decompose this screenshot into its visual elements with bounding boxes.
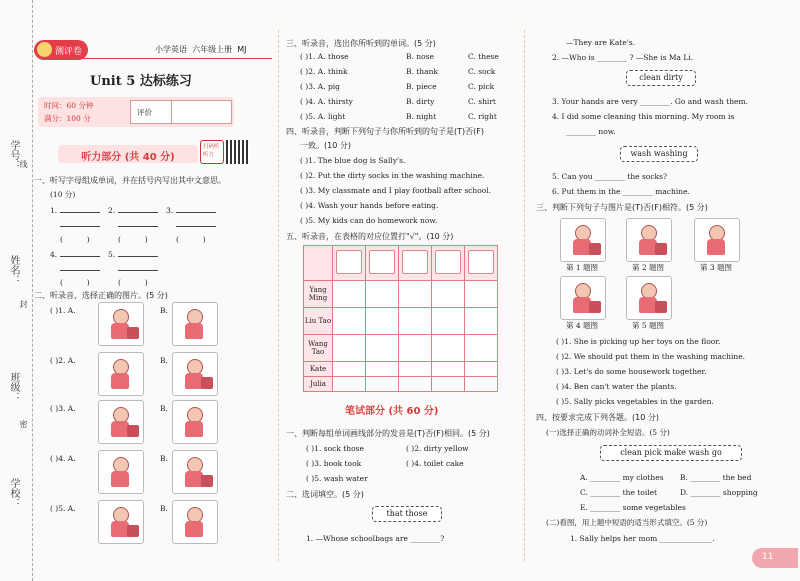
r1-word-box-1: clean dirty bbox=[626, 70, 696, 86]
r3-title: 三、判断下列句子与图片是(T)否(F)相符。(5 分) bbox=[536, 203, 708, 212]
s2-5a-picture[interactable] bbox=[98, 500, 144, 544]
r3-caption-3: 第 3 题图 bbox=[700, 263, 733, 272]
s4-title: 四、听录音，判断下列句子与你所听到的句子是(T)否(F) bbox=[286, 127, 484, 136]
s5-title: 五、听录音，在表格的对应位置打"√"。(10 分) bbox=[286, 232, 454, 241]
header-info: 小学英语 六年级上册 MJ bbox=[155, 45, 247, 54]
w2-q1: 1. —Whose schoolbags are ________? bbox=[306, 534, 445, 543]
w1-item-1: ( )1. sock those bbox=[306, 444, 364, 453]
column-divider bbox=[278, 30, 279, 561]
s1-item-2: 2. bbox=[108, 206, 158, 215]
s1-title: 一、听写字母组成单词，并在括号内写出其中文意思。 bbox=[34, 176, 226, 185]
s3-title: 三、听录音，选出你所听到的单词。(5 分) bbox=[286, 39, 436, 48]
s4-title-cont: 一致。(10 分) bbox=[300, 141, 351, 150]
r3-caption-4: 第 4 题图 bbox=[566, 321, 599, 330]
binding-margin bbox=[0, 0, 33, 581]
s2-5b-picture[interactable] bbox=[172, 500, 218, 544]
s4-item-5: ( )5. My kids can do homework now. bbox=[300, 216, 438, 225]
student-id-label: 学号： bbox=[8, 140, 19, 170]
page-number: 11 bbox=[762, 552, 774, 562]
r1-q2: 2. —Who is ________ ? —She is Ma Li. bbox=[552, 53, 694, 62]
r4-a: A. ________ my clothes bbox=[580, 473, 664, 482]
time-score-box bbox=[38, 97, 234, 127]
table-name: Wang Tao bbox=[304, 335, 333, 362]
s1-item-3: 3. bbox=[166, 206, 216, 215]
seal-mark: 封 bbox=[19, 300, 28, 308]
table-pic-5 bbox=[468, 250, 494, 274]
r3-item-1: ( )1. She is picking up her toys on the floor. bbox=[556, 337, 721, 346]
s2-item-4: ( )4. A. bbox=[50, 454, 76, 463]
r3-caption-1: 第 1 题图 bbox=[566, 263, 599, 272]
r3-item-2: ( )2. We should put them in the washing machine. bbox=[556, 352, 746, 361]
r4-sub2: (二)看图，用上题中短语的适当形式填空。(5 分) bbox=[546, 518, 708, 527]
r4-verb-box: clean pick make wash go bbox=[600, 445, 742, 461]
w1-item-5: ( )5. wash water bbox=[306, 474, 368, 483]
table-name: Yang Ming bbox=[304, 281, 333, 308]
r3-item-5: ( )5. Sally picks vegetables in the garden. bbox=[556, 397, 714, 406]
table-pic-3 bbox=[402, 250, 428, 274]
mascot-icon bbox=[37, 42, 52, 57]
s4-item-4: ( )4. Wash your hands before eating. bbox=[300, 201, 439, 210]
s2-1a-picture[interactable] bbox=[98, 302, 144, 346]
grade-box: 评价 bbox=[130, 100, 232, 124]
table-pic-1 bbox=[336, 250, 362, 274]
s4-item-1: ( )1. The blue dog is Sally's. bbox=[300, 156, 406, 165]
time-label: 时间：60 分钟 bbox=[44, 101, 94, 110]
w1-item-3: ( )3. book took bbox=[306, 459, 362, 468]
s4-item-3: ( )3. My classmate and I play football after school. bbox=[300, 186, 492, 195]
s2-item-3: ( )3. A. bbox=[50, 404, 76, 413]
table-name: Kate bbox=[304, 362, 333, 377]
r4-d: D. ________ shopping bbox=[680, 488, 758, 497]
s2-4a-picture[interactable] bbox=[98, 450, 144, 494]
unit-title: Unit 5 达标练习 bbox=[90, 74, 192, 89]
s2-2b-picture[interactable] bbox=[172, 352, 218, 396]
table-name: Liu Tao bbox=[304, 308, 333, 335]
table-pic-2 bbox=[369, 250, 395, 274]
r3-picture-2 bbox=[626, 218, 672, 262]
r3-item-3: ( )3. Let's do some housework together. bbox=[556, 367, 707, 376]
exam-page: 学号： 姓名： 班级： 学校： 线 封 密 测评卷 小学英语 六年级上册 MJ Unit 5 达标练习 时间：60 分钟 满分：100 分 评价 听力部分 (共 40 分) 扫码听听力 一、听写字母组成单词，并在括号内写出其中文意思。 (10 分) 1. 2. 3. ( ) ( ) ( ) 4. 5. ( ) ( ) 二、听录音，选择正确的图片。(5 分) ( )1. A. B. ( )2. A. B. ( )3. A. B. ( )4. A. B. ( )5. A. B. 三、听录音，选出你所听到的单词。(5 分) ( )1. A. those B. nose C. these ( )2. A. think B. thank C. sock ( )3. A. pig B. piece C. pick ( )4. A. thirsty B. dirty C. shirt ( )5. A. light B. night C. right 四、听录音，判断下列句子与你所听到的句子是(T)否(F) 一致。(10 分) ( )1. The blue dog is Sally's. ( )2. Put the dirty socks in the washing machine. ( )3. My classmate and I play football after school. ( )4. Wash your hands before eating. ( )5. My kids can do homework now. 五、听录音，在表格的对应位置打"√"。(10 分) Yang Ming Liu Tao Wang Tao Kate Julia 笔试部分 (共 60 分) 一、判断每组单词画线部分的发音是(T)否(F)相同。(5 分) ( )1. sock those ( )2. dirty yellow ( )3. book took ( )4. toilet cake ( )5. wash water 二、选词填空。(5 分) that those 1. —Whose schoolbags are ________? —They are Kate's. 2. —Who is ________ ? —She is Ma Li. clean dirty 3. Your hands are very ________. Go and wash them. 4. I did some cleaning this morning. My room is ________ now. wash washing 5. Can you ________ the socks? 6. Put them in the ________ machine. 三、判断下列句子与图片是(T)否(F)相符。(5 分) 第 1 题图 第 2 题图 第 3 题图 第 4 题图 第 5 题图 ( )1. She is picking up her toys on the floor. ( )2. We should put them in the washing machine. ( )3. Let's do some housework together. ( )4. Ben can't water the plants. ( )5. Sally picks vegetables in the garden. 四、按要求完成下列各题。(10 分) (一)选择正确的动词补全短语。(5 分) clean pick make wash go A. ________ my clothes B. ________ the bed C. ________ the toilet D. ________ shopping E. ________ some vegetables (二)看图，用上题中短语的适当形式填空。(5 分) 1. Sally helps her mom ______________. 11 bbox=[0, 0, 800, 581]
s1-item-4: 4. bbox=[50, 250, 100, 259]
header-rule bbox=[40, 58, 272, 59]
r1-q5: 5. Can you ________ the socks? bbox=[552, 172, 667, 181]
seal-line-mark: 线 bbox=[19, 160, 28, 168]
s2-1b-picture[interactable] bbox=[172, 302, 218, 346]
name-label: 姓名： bbox=[8, 255, 19, 285]
seal-mark-2: 密 bbox=[19, 420, 28, 428]
s2-3b-picture[interactable] bbox=[172, 400, 218, 444]
r1-word-box-2: wash washing bbox=[620, 146, 698, 162]
r3-picture-1 bbox=[560, 218, 606, 262]
r4-q1: 1. Sally helps her mom ______________. bbox=[570, 534, 715, 543]
s2-item-2: ( )2. A. bbox=[50, 356, 76, 365]
r3-caption-5: 第 5 题图 bbox=[632, 321, 665, 330]
s1-item-1: 1. bbox=[50, 206, 100, 215]
r3-picture-5 bbox=[626, 276, 672, 320]
r3-item-4: ( )4. Ben can't water the plants. bbox=[556, 382, 677, 391]
s1-item-5: 5. bbox=[108, 250, 158, 259]
qr-label-box: 扫码听听力 bbox=[200, 140, 224, 164]
table-name: Julia bbox=[304, 377, 333, 392]
school-label: 学校： bbox=[8, 478, 19, 508]
r3-picture-4 bbox=[560, 276, 606, 320]
column-divider bbox=[524, 30, 525, 561]
s2-item-5: ( )5. A. bbox=[50, 504, 76, 513]
r3-picture-3 bbox=[694, 218, 740, 262]
table-pic-4 bbox=[435, 250, 461, 274]
s2-3a-picture[interactable] bbox=[98, 400, 144, 444]
r1-q4: 4. I did some cleaning this morning. My room is bbox=[552, 112, 735, 121]
w1-item-2: ( )2. dirty yellow bbox=[406, 444, 469, 453]
page-number-tab bbox=[752, 548, 798, 568]
w1-title: 一、判断每组单词画线部分的发音是(T)否(F)相同。(5 分) bbox=[286, 429, 490, 438]
r4-e: E. ________ some vegetables bbox=[580, 503, 686, 512]
s1-points: (10 分) bbox=[50, 190, 76, 199]
class-label: 班级： bbox=[8, 372, 19, 402]
w2-word-box: that those bbox=[372, 506, 442, 522]
score-label: 满分：100 分 bbox=[44, 114, 91, 123]
writing-header: 笔试部分 (共 60 分) bbox=[345, 406, 439, 417]
r1-line1: —They are Kate's. bbox=[566, 38, 636, 47]
r4-b: B. ________ the bed bbox=[680, 473, 752, 482]
r4-c: C. ________ the toilet bbox=[580, 488, 658, 497]
listening-header: 听力部分 (共 40 分) bbox=[58, 145, 198, 163]
r4-title: 四、按要求完成下列各题。(10 分) bbox=[536, 413, 659, 422]
r1-q6: 6. Put them in the ________ machine. bbox=[552, 187, 690, 196]
r1-q3: 3. Your hands are very ________. Go and wash them. bbox=[552, 97, 748, 106]
r3-caption-2: 第 2 题图 bbox=[632, 263, 665, 272]
s2-4b-picture[interactable] bbox=[172, 450, 218, 494]
s2-2a-picture[interactable] bbox=[98, 352, 144, 396]
badge: 测评卷 bbox=[34, 40, 88, 60]
w2-title: 二、选词填空。(5 分) bbox=[286, 490, 364, 499]
s4-item-2: ( )2. Put the dirty socks in the washing machine. bbox=[300, 171, 485, 180]
r1-q4-cont: ________ now. bbox=[566, 127, 616, 136]
r4-sub1: (一)选择正确的动词补全短语。(5 分) bbox=[546, 428, 670, 437]
w1-item-4: ( )4. toilet cake bbox=[406, 459, 464, 468]
s2-title: 二、听录音，选择正确的图片。(5 分) bbox=[34, 291, 168, 300]
s2-item-1: ( )1. A. bbox=[50, 306, 76, 315]
qr-code-icon[interactable] bbox=[226, 140, 250, 164]
s5-table bbox=[303, 245, 498, 392]
